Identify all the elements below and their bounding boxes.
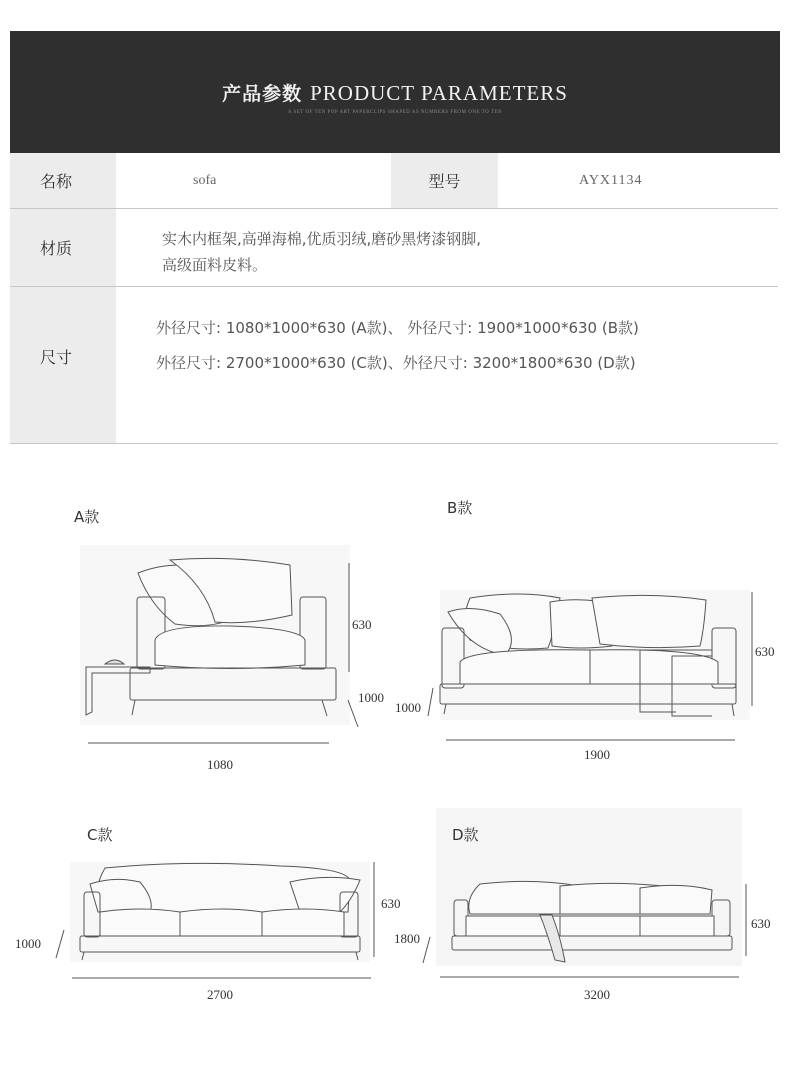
sofa-c-height: 630 bbox=[381, 896, 401, 911]
sofa-b-height: 630 bbox=[755, 644, 775, 659]
sofa-d-width: 3200 bbox=[584, 987, 610, 1002]
model-label: 型号 bbox=[391, 153, 498, 208]
model-value: AYX1134 bbox=[579, 173, 643, 188]
size-line-2: 外径尺寸: 2700*1000*630 (C款)、外径尺寸: 3200*1800*630 (D款) bbox=[156, 354, 636, 372]
sofa-c-label: C款 bbox=[87, 826, 113, 844]
title-cn: 产品参数 bbox=[222, 83, 303, 105]
sofa-c-width: 2700 bbox=[207, 987, 233, 1002]
size-label: 尺寸 bbox=[10, 287, 116, 443]
sofa-b-sketch bbox=[428, 590, 752, 740]
size-line-1: 外径尺寸: 1080*1000*630 (A款)、 外径尺寸: 1900*1000*630 (B款) bbox=[156, 319, 639, 337]
material-label: 材质 bbox=[10, 209, 116, 286]
sofa-c-sketch bbox=[56, 862, 374, 978]
sofa-d-depth: 1800 bbox=[394, 931, 420, 946]
sofa-b-depth: 1000 bbox=[395, 700, 421, 715]
sofa-a-depth: 1000 bbox=[358, 690, 384, 705]
title-en: PRODUCT PARAMETERS bbox=[310, 81, 568, 105]
material-line-2: 高级面料皮料。 bbox=[162, 256, 268, 274]
sofa-d-label: D款 bbox=[452, 826, 479, 844]
sofa-a-height: 630 bbox=[352, 617, 372, 632]
material-line-1: 实木内框架,高弹海棉,优质羽绒,磨砂黑烤漆钢脚, bbox=[162, 230, 482, 248]
sofa-b-label: B款 bbox=[447, 499, 473, 517]
sofa-a-label: A款 bbox=[74, 508, 100, 526]
name-value: sofa bbox=[193, 173, 217, 188]
sofa-a-sketch bbox=[80, 545, 358, 743]
banner-subtitle: A SET OF TEN POP ART PAPERCLIPS SHAPED AS NUMBERS FROM ONE TO TEN bbox=[287, 110, 503, 115]
sofa-c-depth: 1000 bbox=[15, 936, 41, 951]
sofa-d-height: 630 bbox=[751, 916, 771, 931]
sofa-b-width: 1900 bbox=[584, 747, 610, 762]
name-label: 名称 bbox=[10, 153, 116, 208]
sofa-a-width: 1080 bbox=[207, 757, 233, 772]
